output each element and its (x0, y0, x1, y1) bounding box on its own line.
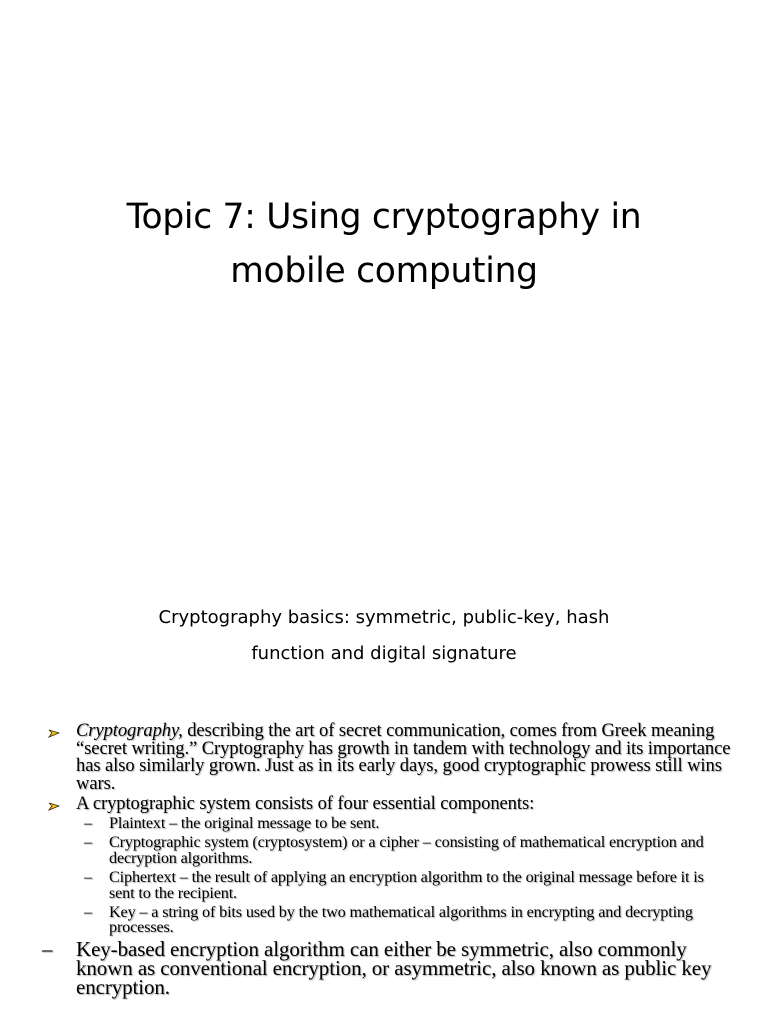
pointer-bullet-icon (48, 800, 60, 812)
components-list (0, 813, 768, 937)
dash-marker: – (42, 936, 53, 961)
slide-subtitle (60, 600, 708, 672)
component-item-ciphertext (0, 870, 768, 901)
component-item-plaintext (0, 813, 768, 832)
slide-subtitle-line-2: function and digital signature (251, 643, 517, 664)
component-text: Plaintext – the original message to be sent. (109, 813, 380, 832)
slide-subtitle-line-1: Cryptography basics: symmetric, public-key, hash (158, 607, 610, 628)
key-based-encryption-item (0, 936, 768, 999)
dash-marker: – (84, 868, 92, 887)
component-text: Cryptographic system (cryptosystem) or a cipher – consisting of mathematical encryption and decryption algorithms. (109, 833, 704, 867)
key-based-text: Key-based encryption algorithm can either be symmetric, also commonly known as conventional encryption, or asymmetric, also known as public key encryption. (76, 936, 712, 999)
term-cryptography: Cryptography, (76, 720, 183, 741)
component-item-key (0, 905, 768, 936)
bullet-item-components (0, 795, 768, 813)
slide-title-line-1: Topic 7: Using cryptography in (126, 197, 642, 237)
bullet-text-components: A cryptographic system consists of four essential components: (76, 793, 535, 815)
dash-marker: – (84, 813, 92, 832)
dash-marker: – (84, 833, 92, 852)
component-text: Key – a string of bits used by the two mathematical algorithms in encrypting and decrypting processes. (109, 903, 693, 937)
component-item-cryptosystem (0, 835, 768, 866)
component-text: Ciphertext – the result of applying an encryption algorithm to the original message before it is sent to the recipient. (109, 868, 704, 902)
bullet-text-cryptography: describing the art of secret communication, comes from Greek meaning “secret writing.” Cryptography has growth in tandem with technology and its importance has also similarly grown. Just as in its early days, good cryptographic prowess still wins wars. (76, 720, 731, 794)
bullet-item-cryptography (0, 722, 768, 792)
body-content (0, 722, 768, 997)
slide-title (40, 190, 728, 298)
pointer-bullet-icon (48, 727, 60, 739)
slide-title-line-2: mobile computing (230, 251, 538, 291)
dash-marker: – (84, 903, 92, 921)
